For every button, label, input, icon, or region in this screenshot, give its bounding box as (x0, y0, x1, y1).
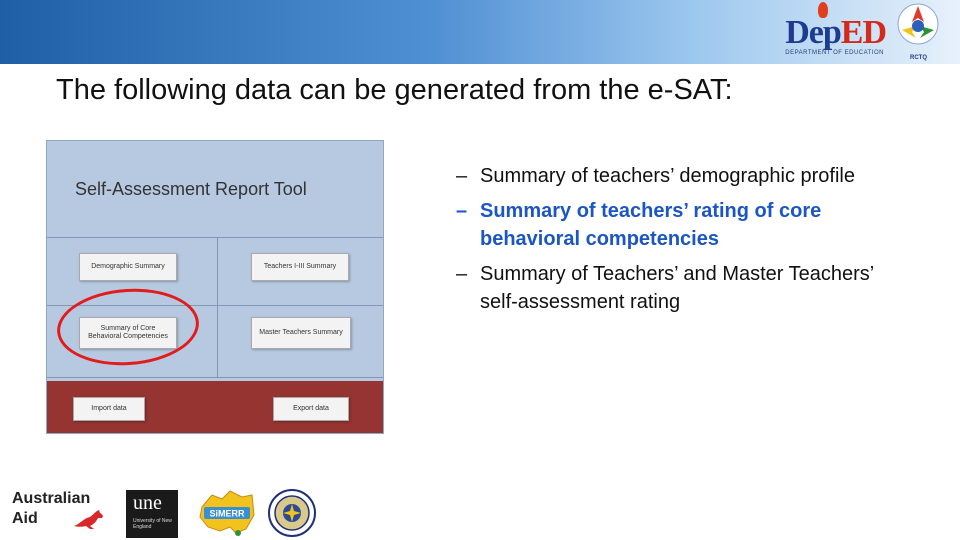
bullet-text: Summary of teachers’ demographic profile (480, 165, 855, 187)
une-logo-subtext: University of New England (133, 518, 172, 530)
simerr-logo (196, 487, 258, 539)
deped-subtext: DEPARTMENT OF EDUCATION (785, 50, 884, 56)
master-teachers-summary-button[interactable]: Master Teachers Summary (251, 317, 351, 349)
tool-vertical-divider (217, 237, 218, 377)
bullet-text: Summary of teachers’ rating of core behavioral competencies (480, 199, 822, 250)
annotation-circle (55, 284, 202, 370)
australian-aid-logo (12, 490, 122, 534)
tool-footer-bar (47, 381, 383, 434)
top-banner (0, 0, 960, 64)
kangaroo-icon (72, 508, 106, 530)
seal-logo-icon (268, 489, 316, 537)
bullet-item-self-assessment (452, 260, 912, 317)
bullet-list (452, 162, 912, 323)
core-competencies-summary-button[interactable]: Summary of Core Behavioral Competencies (79, 317, 177, 349)
bullet-dash: – (456, 165, 468, 187)
bullet-dash: – (456, 262, 468, 285)
simerr-logo-text: SiMERR (209, 508, 245, 519)
australian-aid-line1: Australian (12, 490, 91, 507)
export-data-button[interactable]: Export data (273, 397, 349, 421)
bullet-item-demographic (452, 162, 912, 191)
bullet-text: Summary of Teachers’ and Master Teachers’ self-assessment rating (480, 262, 874, 313)
import-data-button[interactable]: Import data (73, 397, 145, 421)
self-assessment-tool-screenshot (46, 140, 384, 434)
une-logo (126, 490, 178, 538)
deped-logo (785, 14, 886, 52)
australian-aid-line2: Aid (12, 510, 38, 527)
deped-logo-dep: Dep (785, 14, 841, 51)
deped-logo-ed: ED (840, 14, 886, 51)
teachers-summary-button[interactable]: Teachers I-III Summary (251, 253, 349, 281)
tool-divider-3 (47, 377, 383, 378)
slide-heading: The following data can be generated from the e-SAT: (56, 74, 733, 106)
bullet-item-core-competencies (452, 197, 912, 254)
une-logo-text: une (133, 492, 162, 514)
tool-divider-1 (47, 237, 383, 238)
tool-title: Self-Assessment Report Tool (75, 179, 307, 199)
demographic-summary-button[interactable]: Demographic Summary (79, 253, 177, 281)
rctq-emblem-icon (896, 2, 940, 46)
rctq-label: RCTQ (910, 55, 927, 61)
bullet-dash: – (456, 199, 468, 222)
